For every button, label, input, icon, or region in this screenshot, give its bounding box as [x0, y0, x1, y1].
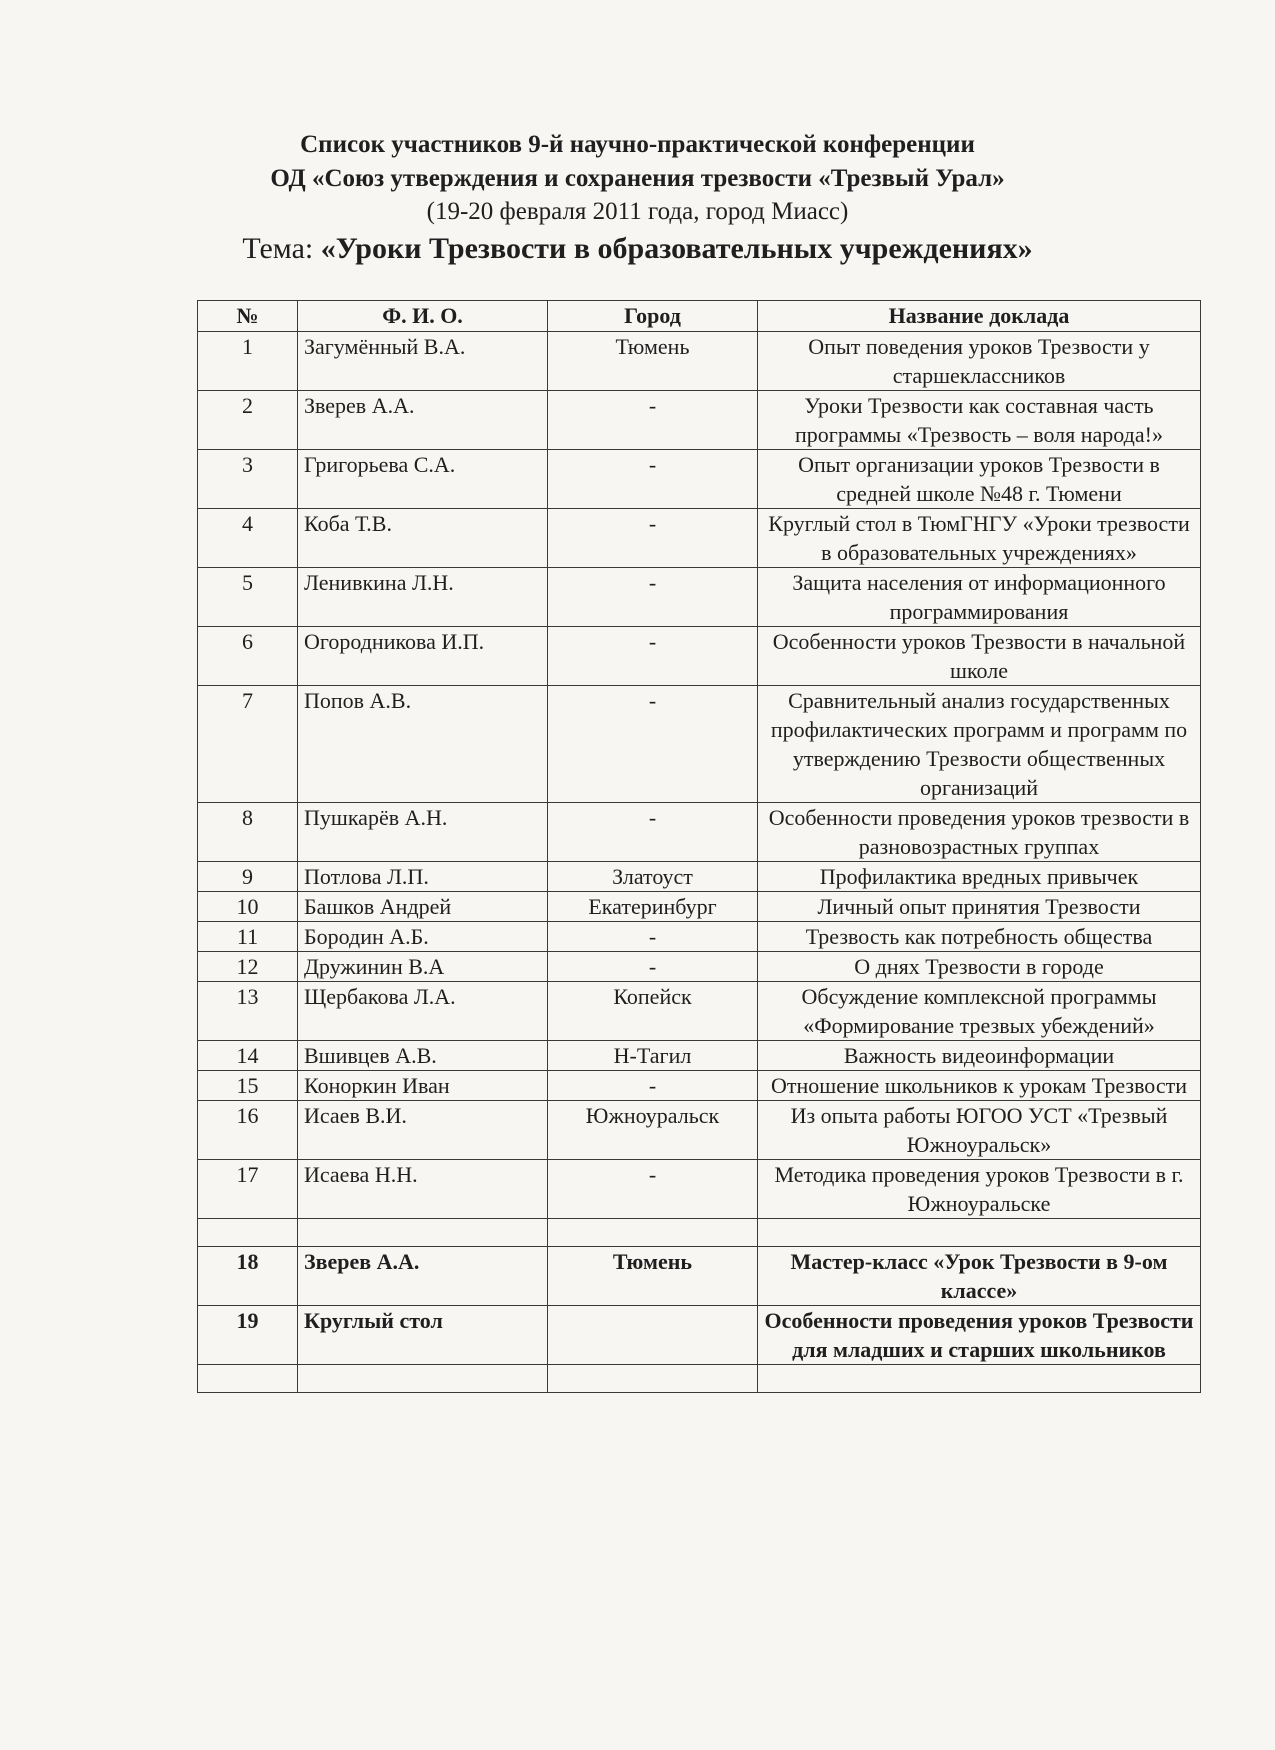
report-title: Круглый стол в ТюмГНГУ «Уроки трезвости в образовательных учреждениях» — [758, 509, 1201, 568]
table-row — [198, 1041, 1201, 1071]
participant-city: Копейск — [548, 982, 758, 1041]
row-number: 3 — [198, 450, 298, 509]
empty-cell — [548, 1365, 758, 1393]
participant-city: - — [548, 509, 758, 568]
column-header-city: Город — [548, 301, 758, 332]
row-number: 7 — [198, 686, 298, 803]
row-number: 8 — [198, 803, 298, 862]
participant-city: - — [548, 568, 758, 627]
row-number: 4 — [198, 509, 298, 568]
table-row-master-class — [198, 1247, 1201, 1306]
row-number: 10 — [198, 892, 298, 922]
report-title: Методика проведения уроков Трезвости в г. Южноуральске — [758, 1160, 1201, 1219]
row-number: 6 — [198, 627, 298, 686]
participant-name: Круглый стол — [298, 1306, 548, 1365]
participant-name: Попов А.В. — [298, 686, 548, 803]
empty-row — [198, 1365, 1201, 1393]
row-number: 2 — [198, 391, 298, 450]
participant-name: Коноркин Иван — [298, 1071, 548, 1101]
participant-name: Щербакова Л.А. — [298, 982, 548, 1041]
topic-label: Тема: — [242, 232, 321, 265]
table-row — [198, 952, 1201, 982]
table-row — [198, 450, 1201, 509]
report-title: Мастер-класс «Урок Трезвости в 9-ом классе» — [758, 1247, 1201, 1306]
report-title: Трезвость как потребность общества — [758, 922, 1201, 952]
participant-name: Загумённый В.А. — [298, 332, 548, 391]
report-title: Отношение школьников к урокам Трезвости — [758, 1071, 1201, 1101]
participant-city: - — [548, 1160, 758, 1219]
report-title: Сравнительный анализ государственных профилактических программ и программ по утверждению Трезвости общественных организаций — [758, 686, 1201, 803]
participant-city: Златоуст — [548, 862, 758, 892]
participant-name: Зверев А.А. — [298, 391, 548, 450]
participant-name: Зверев А.А. — [298, 1247, 548, 1306]
participant-name: Пушкарёв А.Н. — [298, 803, 548, 862]
row-number: 12 — [198, 952, 298, 982]
participant-city: Екатеринбург — [548, 892, 758, 922]
report-title: Важность видеоинформации — [758, 1041, 1201, 1071]
table-row — [198, 332, 1201, 391]
column-header-number: № — [198, 301, 298, 332]
participant-city: Тюмень — [548, 332, 758, 391]
report-title: Особенности уроков Трезвости в начальной школе — [758, 627, 1201, 686]
participant-name: Огородникова И.П. — [298, 627, 548, 686]
table-row — [198, 627, 1201, 686]
table-row — [198, 982, 1201, 1041]
empty-cell — [298, 1365, 548, 1393]
empty-cell — [758, 1219, 1201, 1247]
header-title-line1: Список участников 9-й научно-практической конференции — [300, 131, 975, 158]
table-row — [198, 686, 1201, 803]
table-row — [198, 1101, 1201, 1160]
participant-name: Вшивцев А.В. — [298, 1041, 548, 1071]
participant-city: - — [548, 450, 758, 509]
row-number: 11 — [198, 922, 298, 952]
report-title: Особенности проведения уроков Трезвости для младших и старших школьников — [758, 1306, 1201, 1365]
participant-city: Тюмень — [548, 1247, 758, 1306]
participant-city: - — [548, 952, 758, 982]
topic-text: «Уроки Трезвости в образовательных учреждениях» — [320, 232, 1033, 265]
participant-city: Н-Тагил — [548, 1041, 758, 1071]
table-row — [198, 568, 1201, 627]
participant-name: Дружинин В.А — [298, 952, 548, 982]
table-row — [198, 803, 1201, 862]
report-title: Из опыта работы ЮГОО УСТ «Трезвый Южноуральск» — [758, 1101, 1201, 1160]
row-number: 5 — [198, 568, 298, 627]
participant-city: - — [548, 627, 758, 686]
participant-name: Григорьева С.А. — [298, 450, 548, 509]
participant-city: Южноуральск — [548, 1101, 758, 1160]
participant-name: Исаев В.И. — [298, 1101, 548, 1160]
table-row — [198, 1160, 1201, 1219]
participant-name: Исаева Н.Н. — [298, 1160, 548, 1219]
document-header — [0, 128, 1275, 270]
report-title: Защита населения от информационного программирования — [758, 568, 1201, 627]
empty-row — [198, 1219, 1201, 1247]
report-title: Опыт поведения уроков Трезвости у старшеклассников — [758, 332, 1201, 391]
row-number: 1 — [198, 332, 298, 391]
header-title-line2: ОД «Союз утверждения и сохранения трезвости «Трезвый Урал» — [270, 165, 1005, 192]
participant-city: - — [548, 1071, 758, 1101]
header-topic — [0, 228, 1275, 270]
empty-cell — [548, 1219, 758, 1247]
participant-name: Потлова Л.П. — [298, 862, 548, 892]
table-row — [198, 391, 1201, 450]
row-number: 9 — [198, 862, 298, 892]
row-number: 13 — [198, 982, 298, 1041]
participant-name: Бородин А.Б. — [298, 922, 548, 952]
participant-city: - — [548, 803, 758, 862]
participant-name: Ленивкина Л.Н. — [298, 568, 548, 627]
row-number: 15 — [198, 1071, 298, 1101]
row-number: 17 — [198, 1160, 298, 1219]
participant-name: Башков Андрей — [298, 892, 548, 922]
table-row — [198, 1071, 1201, 1101]
participant-city: - — [548, 922, 758, 952]
report-title: Особенности проведения уроков трезвости в разновозрастных группах — [758, 803, 1201, 862]
report-title: Уроки Трезвости как составная часть программы «Трезвость – воля народа!» — [758, 391, 1201, 450]
row-number: 19 — [198, 1306, 298, 1365]
empty-cell — [298, 1219, 548, 1247]
table-row — [198, 509, 1201, 568]
participants-table — [197, 300, 1201, 1393]
row-number: 14 — [198, 1041, 298, 1071]
row-number: 16 — [198, 1101, 298, 1160]
column-header-name: Ф. И. О. — [298, 301, 548, 332]
report-title: Личный опыт принятия Трезвости — [758, 892, 1201, 922]
report-title: Обсуждение комплексной программы «Формирование трезвых убеждений» — [758, 982, 1201, 1041]
report-title: Опыт организации уроков Трезвости в средней школе №48 г. Тюмени — [758, 450, 1201, 509]
empty-cell — [758, 1365, 1201, 1393]
table-row — [198, 862, 1201, 892]
table-row-round-table — [198, 1306, 1201, 1365]
empty-cell — [198, 1365, 298, 1393]
participant-name: Коба Т.В. — [298, 509, 548, 568]
row-number: 18 — [198, 1247, 298, 1306]
participant-city — [548, 1306, 758, 1365]
column-header-report-title: Название доклада — [758, 301, 1201, 332]
table-header-row — [198, 301, 1201, 332]
participant-city: - — [548, 686, 758, 803]
report-title: Профилактика вредных привычек — [758, 862, 1201, 892]
participant-city: - — [548, 391, 758, 450]
header-date-line: (19-20 февраля 2011 года, город Миасс) — [426, 198, 849, 225]
table-row — [198, 892, 1201, 922]
report-title: О днях Трезвости в городе — [758, 952, 1201, 982]
table-row — [198, 922, 1201, 952]
empty-cell — [198, 1219, 298, 1247]
